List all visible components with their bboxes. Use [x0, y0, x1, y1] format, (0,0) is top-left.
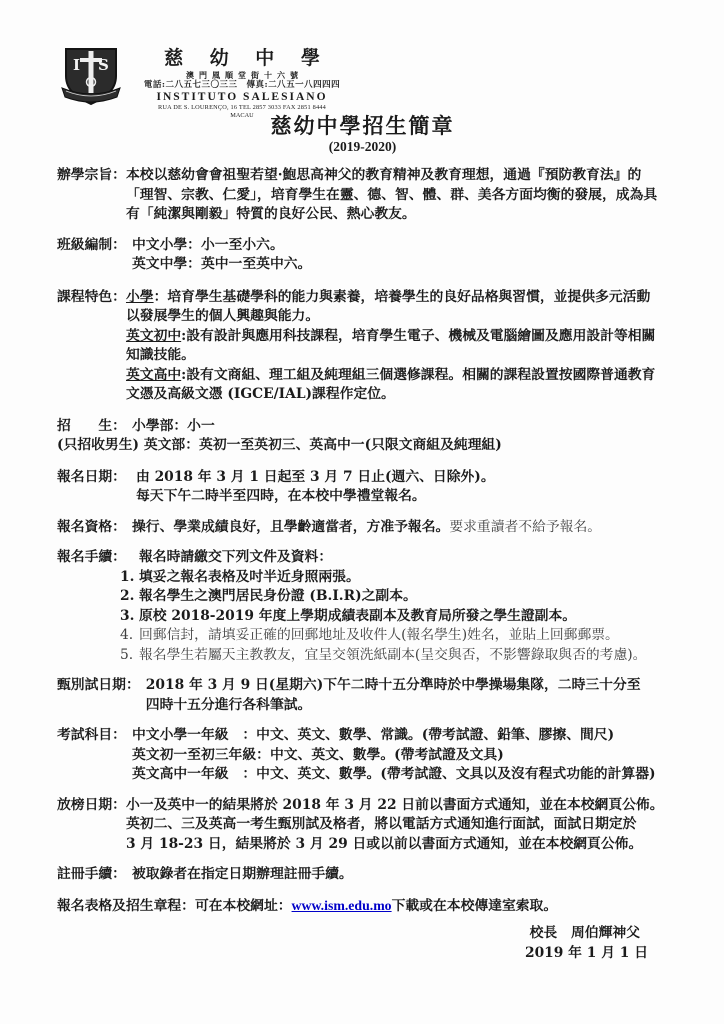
results-line-1: 小一及英中一的結果將於 2018 年 3 月 22 日前以書面方式通知，並在本校網頁公佈。	[125, 796, 664, 813]
forms-text-suffix: 下載或在本校傳達室索取。	[391, 897, 558, 914]
eligibility-line	[132, 518, 668, 538]
signature-date: 2019 年 1 月 1 日	[524, 944, 648, 961]
procedure-item-4	[120, 626, 668, 646]
svg-text:I: I	[73, 56, 81, 74]
registration-date-content	[126, 468, 668, 507]
curriculum-label: 課程特色：	[57, 288, 126, 305]
registration-date-label: 報名日期：	[57, 468, 126, 485]
results-line-3: 3 月 18-23 日，結果將於 3 月 29 日或以前以書面方式通知，並在本校網頁公佈。	[125, 835, 643, 852]
curriculum-junior-head: 英文初中	[125, 327, 182, 344]
admission-label: 招 生：	[57, 417, 126, 434]
section-mission	[57, 166, 668, 225]
forms-text-prefix: 報名表格及招生章程：可在本校網址：	[57, 897, 292, 914]
section-admission	[57, 417, 668, 437]
procedure-item-1	[120, 568, 668, 588]
eligibility-note: 要求重讀者不給予報名。	[449, 518, 602, 535]
eligibility-label: 報名資格：	[57, 518, 126, 535]
crest-svg	[60, 46, 122, 108]
school-crest-icon	[60, 46, 122, 108]
results-date-content	[126, 796, 668, 855]
enrolment-label: 註冊手續：	[57, 866, 126, 882]
registration-date-line-2: 每天下午二時半至四時，在本校中學禮堂報名。	[135, 488, 426, 504]
principal-signature: 校長 周伯輝神父	[529, 925, 640, 941]
letterhead	[57, 46, 668, 119]
svg-text:S: S	[98, 56, 109, 74]
curriculum-junior-line-1	[126, 327, 668, 347]
curriculum-junior-line-2: 知識技能。	[125, 347, 195, 363]
procedure-item-2-number: 2.	[120, 588, 135, 604]
mission-line-1: 本校以慈幼會會祖聖若望·鮑思高神父的教育精神及教育理想，通過『預防教育法』的	[125, 167, 642, 183]
procedure-intro: 報名時請繳交下列文件及資料：	[138, 549, 333, 565]
exam-date-content	[140, 676, 668, 715]
registration-date-line-1: 由 2018 年 3 月 1 日起至 3 月 7 日止(週六、日除外)。	[135, 468, 495, 485]
mission-label: 辦學宗旨：	[57, 167, 126, 183]
section-procedure	[57, 548, 668, 665]
class-structure-line-2: 英文中學：英中一至英中六。	[131, 256, 312, 272]
procedure-list	[120, 568, 668, 666]
curriculum-senior-line-2: 文憑及高級文憑 (IGCE/IAL)課程作定位。	[125, 386, 395, 402]
exam-date-label: 甄別試日期：	[57, 677, 140, 693]
admission-content	[126, 417, 668, 437]
mission-content	[126, 166, 668, 225]
exam-subjects-label: 考試科目：	[57, 727, 126, 743]
curriculum-content	[126, 288, 668, 405]
procedure-item-5-text: 報名學生若屬天主教教友，宜呈交領洗紙副本(呈交與否，不影響錄取與否的考慮)。	[139, 646, 647, 663]
class-structure-line-1: 中文小學：小一至小六。	[131, 236, 284, 253]
section-exam-subjects	[57, 726, 668, 785]
results-date-label: 放榜日期：	[57, 796, 126, 813]
exam-date-line-2: 四時十五分進行各科筆試。	[145, 696, 312, 713]
section-registration-date	[57, 468, 668, 507]
class-structure-content	[126, 236, 668, 275]
signature-block	[57, 924, 668, 963]
results-line-2: 英初二、三及英高一考生甄別試及格者，將以電話方式通知進行面試，面試日期定於	[125, 816, 637, 832]
curriculum-primary-line-1	[126, 288, 668, 308]
procedure-item-2-text: 報名學生之澳門居民身份證 (B.I.R)之副本。	[139, 588, 417, 604]
exam-subjects-content	[126, 726, 668, 785]
curriculum-senior-head: 英文高中	[125, 366, 182, 383]
procedure-item-2	[120, 587, 668, 607]
exam-subjects-line-2: 英文初一至初三年級：中文、英文、數學。(帶考試證及文具)	[131, 746, 504, 763]
mission-line-3: 有「純潔與剛毅」特質的良好公民、熱心教友。	[125, 206, 416, 222]
letterhead-text	[128, 46, 356, 119]
document-title: 慈幼中學招生簡章	[270, 113, 455, 138]
procedure-item-3	[120, 607, 668, 627]
school-city: MACAU	[230, 112, 254, 119]
eligibility-content	[126, 518, 668, 538]
procedure-item-1-number: 1.	[120, 568, 135, 585]
school-name-pt: INSTITUTO SALESIANO	[156, 91, 328, 103]
eligibility-main: 操行、學業成績良好，且學齡適當者，方准予報名。	[131, 518, 450, 535]
exam-date-line-1: 2018 年 3 月 9 日(星期六)下午二時十五分準時於中學操場集隊，二時三十分至	[145, 677, 641, 693]
enrolment-content	[126, 865, 668, 885]
procedure-label: 報名手續：	[57, 549, 126, 565]
curriculum-senior-text: :設有文商組、理工組及純理組三個選修課程。相關的課程設置按國際普通教育	[181, 366, 656, 383]
procedure-intro-row	[57, 548, 668, 568]
procedure-item-4-text: 回郵信封，請填妥正確的回郵地址及收件人(報名學生)姓名，並貼上回郵郵票。	[139, 627, 619, 643]
curriculum-junior-text: :設有設計與應用科技課程，培育學生電子、機械及電腦繪圖及應用設計等相關	[181, 327, 656, 344]
exam-subjects-line-1: 中文小學一年級 ：中文、英文、數學、常識。(帶考試證、鉛筆、膠擦、間尺)	[131, 727, 615, 743]
procedure-item-3-text: 原校 2018-2019 年度上學期成績表副本及教育局所發之學生證副本。	[139, 607, 577, 624]
admission-line-1: 小學部：小一	[131, 417, 215, 434]
school-address-pt: RUA DE S. LOURENÇO, 16 TEL 2857 3033 FAX 2851 8444	[157, 104, 326, 111]
procedure-item-1-text: 填妥之報名表格及吋半近身照兩張。	[139, 568, 360, 585]
exam-subjects-line-3: 英文高中一年級 ：中文、英文、數學。(帶考試證、文具以及沒有程式功能的計算器)	[131, 766, 656, 782]
class-structure-label: 班級編制：	[57, 236, 126, 253]
section-exam-date	[57, 676, 668, 715]
curriculum-primary-text: ：培育學生基礎學科的能力與素養，培養學生的良好品格與習慣，並提供多元活動	[153, 288, 651, 305]
document-year: (2019-2020)	[328, 139, 397, 154]
section-eligibility	[57, 518, 668, 538]
school-name-zh: 慈 幼 中 學	[164, 47, 330, 69]
mission-line-2: 「理智、宗教、仁愛」，培育學生在靈、德、智、體、群、美各方面均衡的發展，成為具	[125, 186, 658, 203]
procedure-item-5-number: 5.	[120, 646, 134, 663]
school-phone-fax-zh: 電話:二八五七三〇三三 傳真:二八五一八四四四	[143, 80, 341, 90]
school-address-zh: 澳門風順堂街十六號	[186, 70, 303, 80]
procedure-item-3-number: 3.	[120, 607, 135, 624]
section-results-date	[57, 796, 668, 855]
title-block	[57, 114, 668, 155]
section-curriculum	[57, 288, 668, 405]
procedure-item-4-number: 4.	[120, 627, 134, 643]
enrolment-line: 被取錄者在指定日期辦理註冊手續。	[131, 866, 353, 882]
curriculum-primary-head: 小學	[125, 288, 154, 305]
school-website-link[interactable]: www.ism.edu.mo	[291, 897, 392, 913]
admission-line-2: (只招收男生) 英文部：英初一至英初三、英高中一(只限文商組及純理組)	[57, 437, 502, 453]
procedure-item-5	[120, 646, 668, 666]
section-forms	[57, 896, 668, 917]
curriculum-primary-line-2: 以發展學生的個人興趣與能力。	[125, 308, 320, 324]
section-enrolment	[57, 865, 668, 885]
section-class-structure	[57, 236, 668, 275]
curriculum-senior-line-1	[126, 366, 668, 386]
